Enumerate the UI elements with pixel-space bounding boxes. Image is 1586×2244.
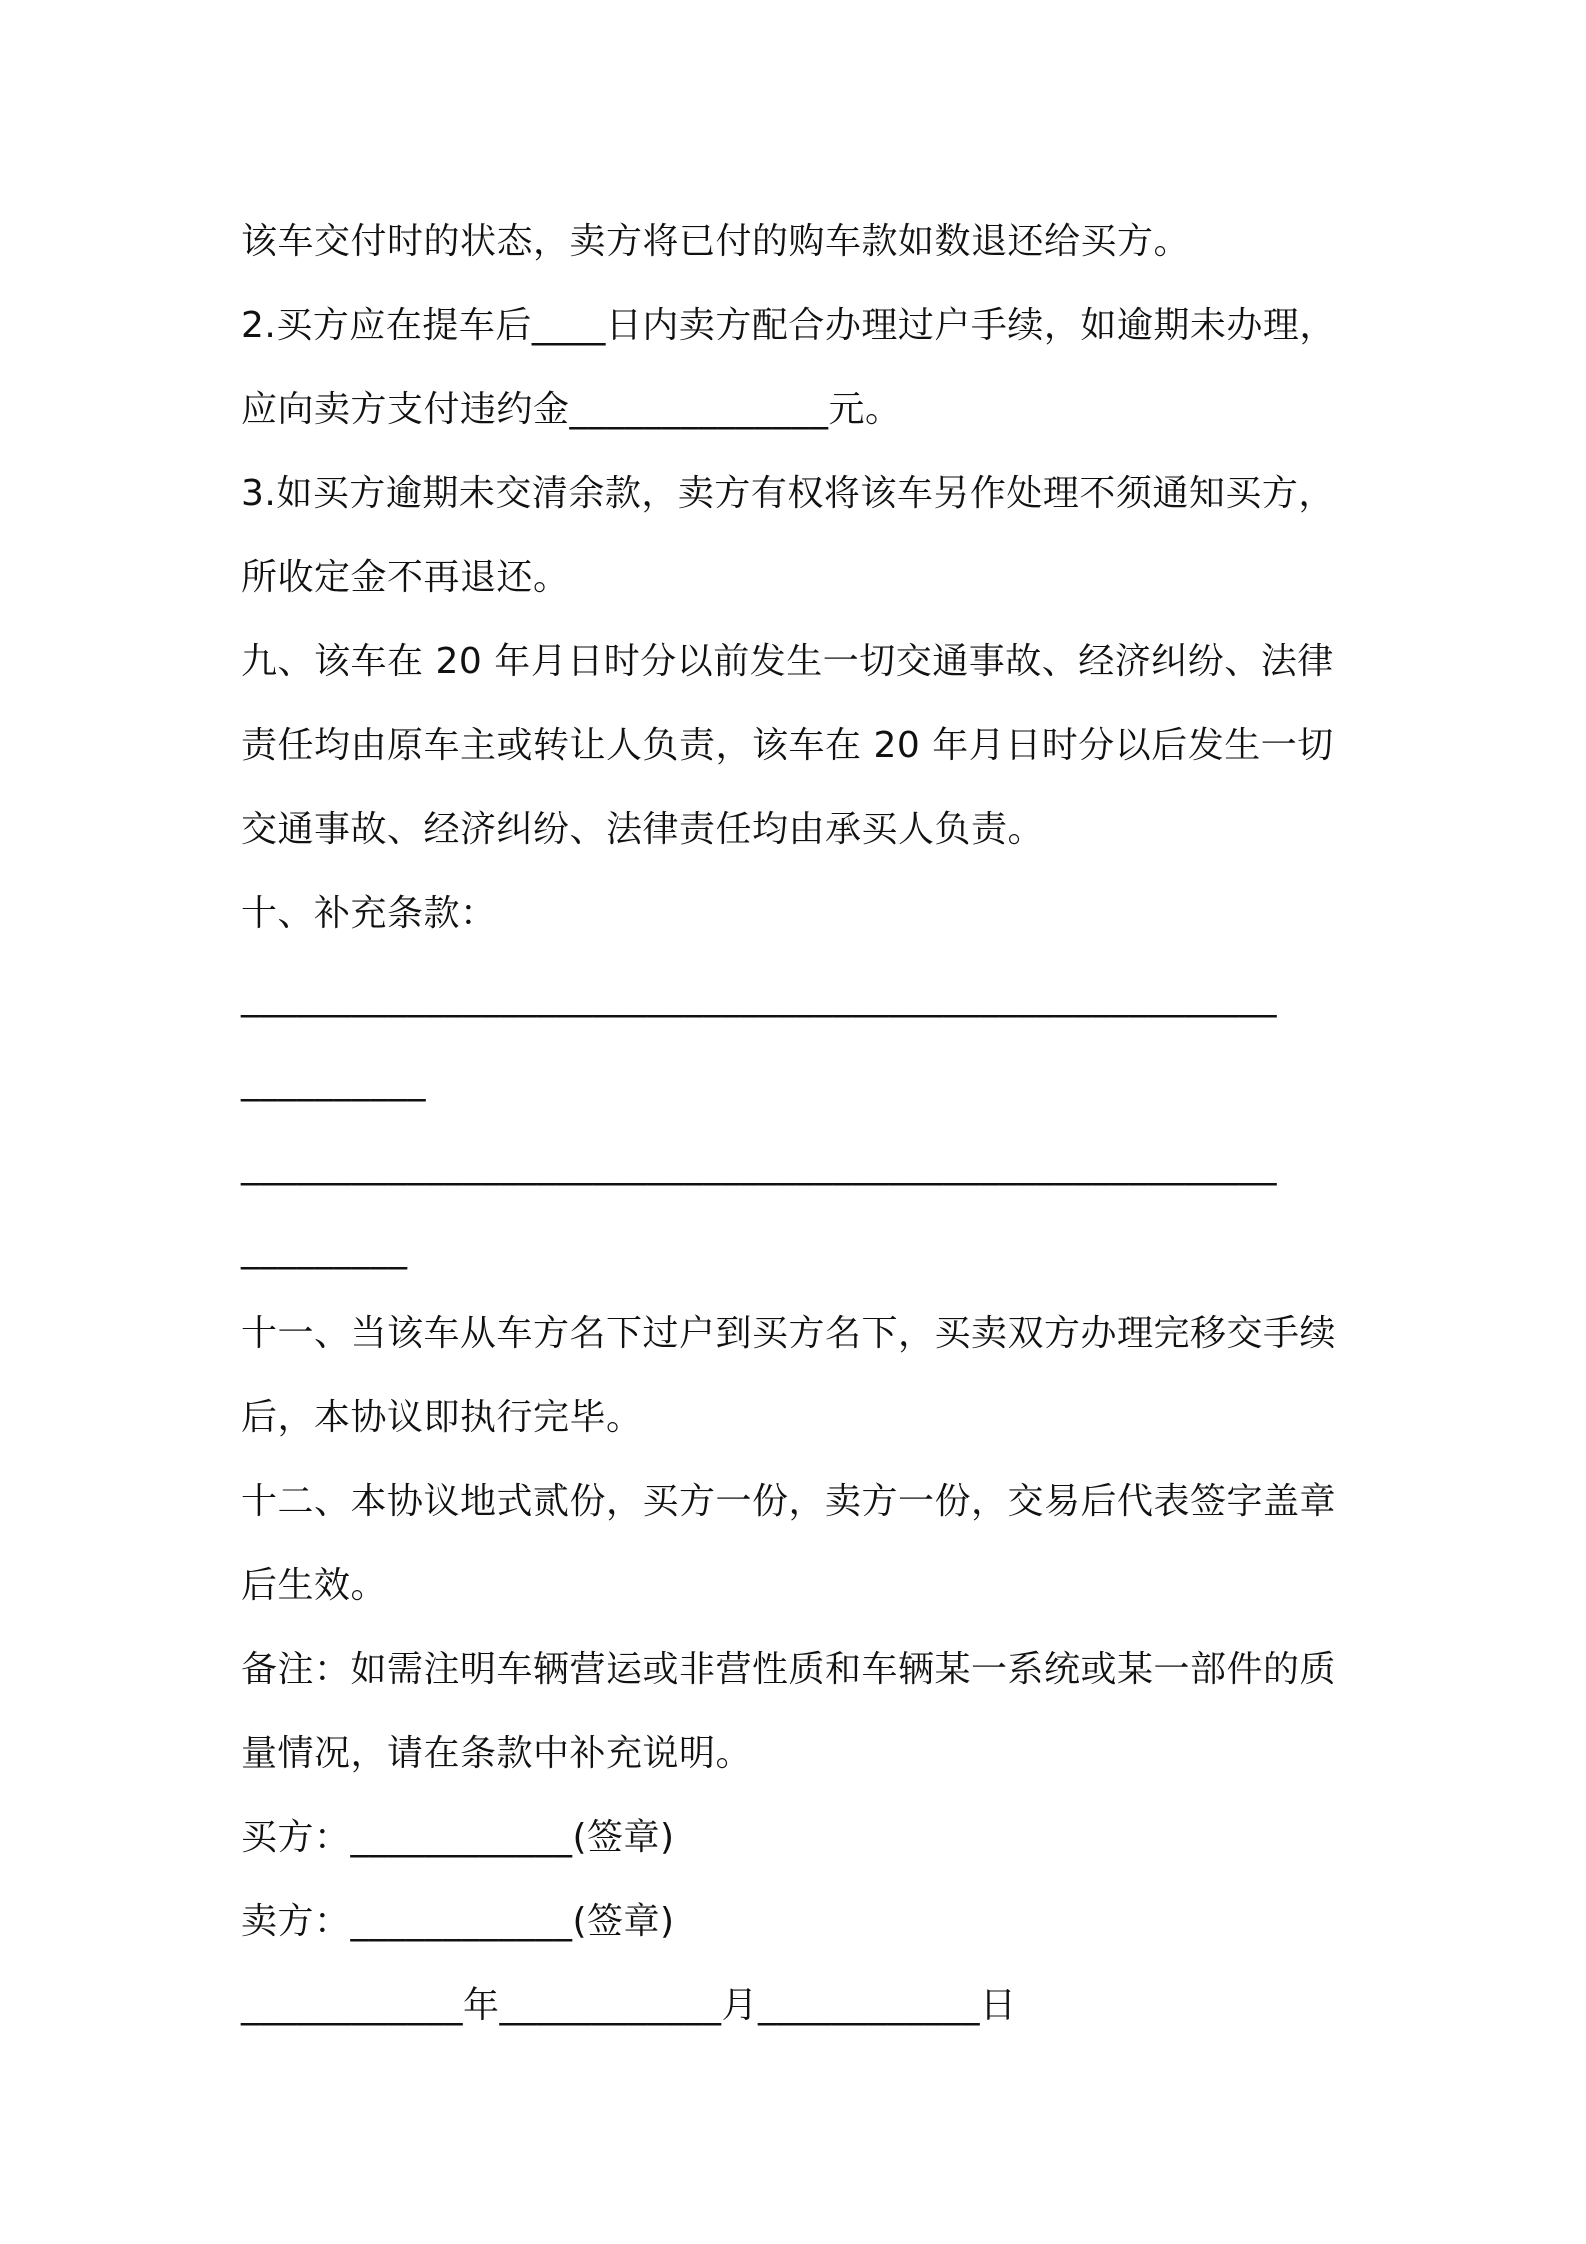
clause-10-heading: 十、补充条款： — [241, 893, 497, 934]
text-line-clause-12-cont: 后生效。 — [241, 1565, 388, 1606]
text-line-clause-8-2-cont: 应向卖方支付违约金______________元。 — [241, 389, 902, 430]
blank-line-1: ________________________________________________________ — [241, 977, 1277, 1018]
text-line-clause-8-3-cont: 所收定金不再退还。 — [241, 557, 570, 598]
buyer-signature-line: 买方：____________(签章) — [241, 1817, 675, 1858]
text-line-note: 备注：如需注明车辆营运或非营性质和车辆某一系统或某一部件的质 — [241, 1649, 1337, 1690]
blank-line-4: _________ — [241, 1229, 408, 1270]
text-line-note-cont: 量情况，请在条款中补充说明。 — [241, 1733, 753, 1774]
text-line-clause-11: 十一、当该车从车方名下过户到买方名下，买卖双方办理完移交手续 — [241, 1313, 1337, 1354]
text-line-clause-11-cont: 后，本协议即执行完毕。 — [241, 1397, 643, 1438]
text-line-clause-8-2: 2.买方应在提车后____日内卖方配合办理过户手续，如逾期未办理， — [241, 305, 1336, 346]
text-line-clause-9: 九、该车在 20 年月日时分以前发生一切交通事故、经济纠纷、法律 — [241, 641, 1334, 682]
blank-line-2: __________ — [241, 1061, 426, 1102]
text-line-clause-9-cont-2: 交通事故、经济纠纷、法律责任均由承买人负责。 — [241, 809, 1045, 850]
text-line-clause-8-1-end: 该车交付时的状态，卖方将已付的购车款如数退还给买方。 — [241, 221, 1191, 262]
text-line-clause-8-3: 3.如买方逾期未交清余款，卖方有权将该车另作处理不须通知买方， — [241, 473, 1335, 514]
document-body — [241, 200, 1371, 2048]
blank-line-3: ________________________________________________________ — [241, 1145, 1277, 1186]
text-line-clause-9-cont-1: 责任均由原车主或转让人负责，该车在 20 年月日时分以后发生一切 — [241, 725, 1334, 766]
seller-signature-line: 卖方：____________(签章) — [241, 1901, 675, 1942]
text-line-clause-12: 十二、本协议地式贰份，买方一份，卖方一份，交易后代表签字盖章 — [241, 1481, 1337, 1522]
date-line: ____________年____________月____________日 — [241, 1985, 1017, 2026]
